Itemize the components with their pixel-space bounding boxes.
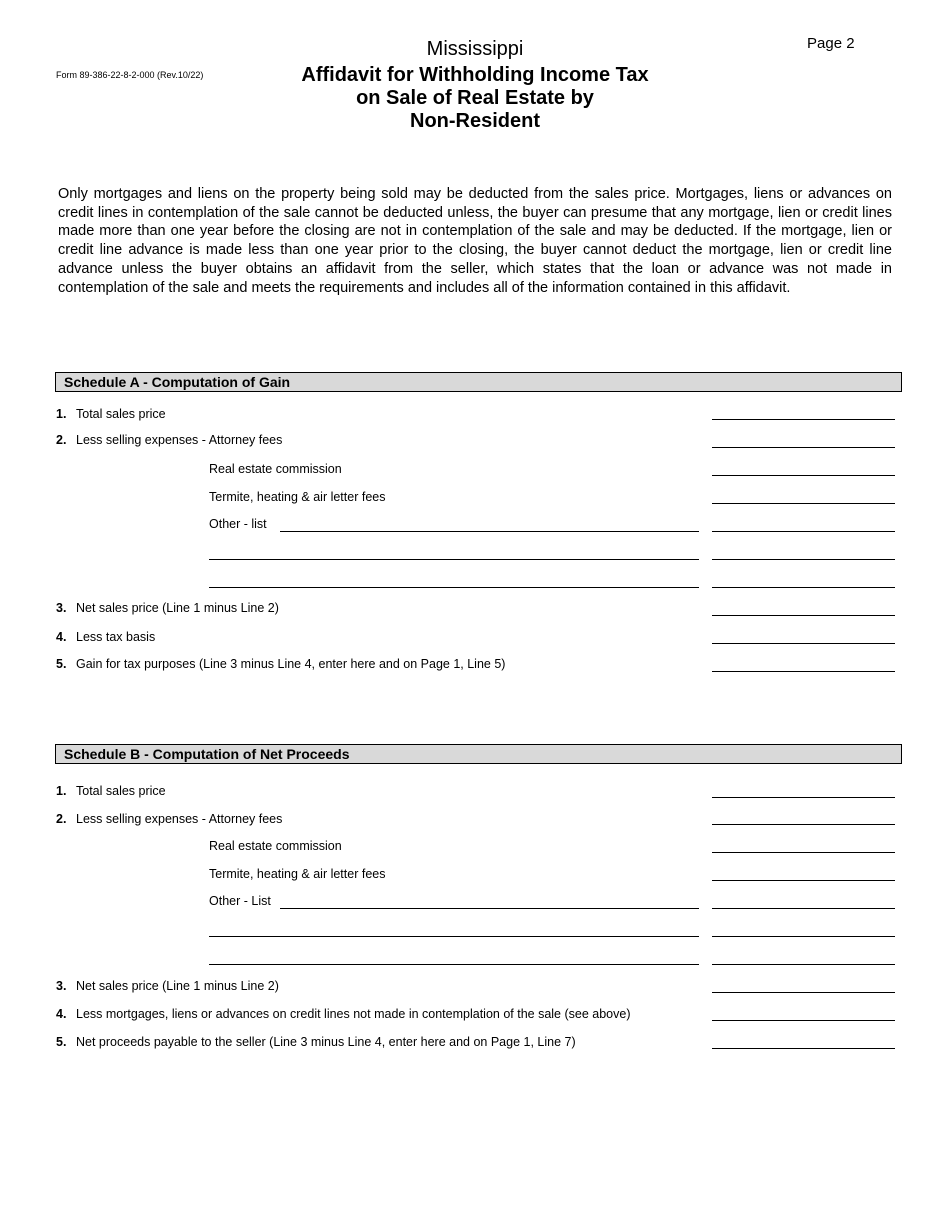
schedule-a-other-amount-2[interactable]: [712, 559, 895, 560]
schedule-a-commission-label: Real estate commission: [209, 462, 342, 476]
schedule-b-other-description-1[interactable]: [280, 908, 699, 909]
line-number: 3.: [56, 601, 67, 615]
schedule-a-other-label: Other - list: [209, 517, 267, 531]
schedule-b-line-4-amount[interactable]: [712, 1020, 895, 1021]
schedule-a-other-description-3[interactable]: [209, 587, 699, 588]
line-label: Net sales price (Line 1 minus Line 2): [76, 601, 279, 615]
schedule-b-line-2: [56, 812, 282, 826]
schedule-b-commission-label: Real estate commission: [209, 839, 342, 853]
schedule-b-line-1-amount[interactable]: [712, 797, 895, 798]
schedule-a-line-5: [56, 657, 505, 671]
schedule-a-other-amount-3[interactable]: [712, 587, 895, 588]
line-label: Less tax basis: [76, 630, 156, 644]
state-name: Mississippi: [426, 38, 524, 60]
page-number: Page 2: [807, 35, 855, 52]
line-number: 2.: [56, 433, 67, 447]
line-label: Total sales price: [76, 407, 166, 421]
line-number: 5.: [56, 657, 67, 671]
schedule-b-termite-amount[interactable]: [712, 880, 895, 881]
schedule-b-commission-amount[interactable]: [712, 852, 895, 853]
line-label: Gain for tax purposes (Line 3 minus Line 4, enter here and on Page 1, Line 5): [76, 657, 506, 671]
schedule-b-termite-label: Termite, heating & air letter fees: [209, 867, 386, 881]
schedule-b-line-3-amount[interactable]: [712, 992, 895, 993]
schedule-a-line-4-amount[interactable]: [712, 643, 895, 644]
schedule-b-attorney-fees-amount[interactable]: [712, 824, 895, 825]
line-label: Net proceeds payable to the seller (Line 3 minus Line 4, enter here and on Page 1, Line 7): [76, 1035, 576, 1049]
schedule-a-line-2: [56, 433, 282, 447]
schedule-a-other-description-1[interactable]: [280, 531, 699, 532]
form-title: [0, 64, 950, 133]
schedule-a-line-3-amount[interactable]: [712, 615, 895, 616]
schedule-a-termite-amount[interactable]: [712, 503, 895, 504]
title-line-1: Affidavit for Withholding Income Tax: [301, 64, 649, 86]
schedule-a-other-amount-1[interactable]: [712, 531, 895, 532]
line-number: 2.: [56, 812, 67, 826]
schedule-b-heading: Schedule B - Computation of Net Proceeds: [55, 744, 902, 764]
line-number: 1.: [56, 784, 67, 798]
line-label: Total sales price: [76, 784, 166, 798]
schedule-b-other-amount-2[interactable]: [712, 936, 895, 937]
schedule-b-other-amount-3[interactable]: [712, 964, 895, 965]
line-number: 4.: [56, 630, 67, 644]
schedule-a-commission-amount[interactable]: [712, 475, 895, 476]
line-label: Less selling expenses - Attorney fees: [76, 812, 283, 826]
schedule-b-other-description-2[interactable]: [209, 936, 699, 937]
line-label: Less selling expenses - Attorney fees: [76, 433, 283, 447]
form-number: Form 89-386-22-8-2-000 (Rev.10/22): [56, 70, 204, 80]
line-label: Less mortgages, liens or advances on credit lines not made in contemplation of the sale (see above): [76, 1007, 631, 1021]
line-label: Net sales price (Line 1 minus Line 2): [76, 979, 279, 993]
schedule-a-line-1: [56, 407, 166, 421]
intro-paragraph: Only mortgages and liens on the property being sold may be deducted from the sales price. Mortgages, liens or advances on credit lines in contemplation of the sale cannot be deducted unless, the buyer can presume that any mortgage, lien or credit lines made more than one year before the closing are not in contemplation of the sale and may be deducted. If the mortgage, lien or credit line advance is made less than one year prior to the closing, the buyer cannot deduct the mortgage, lien or credit line advance unless the buyer obtains an affidavit from the seller, which states that the loan or advance was not made in contemplation of the sale and meets the requirements and includes all of the information contained in this affidavit.: [58, 186, 892, 296]
schedule-b-other-description-3[interactable]: [209, 964, 699, 965]
schedule-a-line-5-amount[interactable]: [712, 671, 895, 672]
schedule-a-line-4: [56, 630, 155, 644]
schedule-a-other-description-2[interactable]: [209, 559, 699, 560]
line-number: 4.: [56, 1007, 67, 1021]
schedule-b-line-3: [56, 979, 279, 993]
schedule-a-termite-label: Termite, heating & air letter fees: [209, 490, 386, 504]
schedule-a-line-3: [56, 601, 279, 615]
line-number: 3.: [56, 979, 67, 993]
schedule-b-other-amount-1[interactable]: [712, 908, 895, 909]
schedule-b-line-5-amount[interactable]: [712, 1048, 895, 1049]
schedule-b-line-4: [56, 1007, 630, 1021]
schedule-b-other-label: Other - List: [209, 894, 271, 908]
line-number: 1.: [56, 407, 67, 421]
title-line-3: Non-Resident: [410, 110, 540, 132]
line-number: 5.: [56, 1035, 67, 1049]
title-line-2: on Sale of Real Estate by: [356, 87, 594, 109]
schedule-a-attorney-fees-amount[interactable]: [712, 447, 895, 448]
schedule-a-line-1-amount[interactable]: [712, 419, 895, 420]
schedule-b-line-1: [56, 784, 166, 798]
schedule-b-line-5: [56, 1035, 576, 1049]
schedule-a-heading: Schedule A - Computation of Gain: [55, 372, 902, 392]
